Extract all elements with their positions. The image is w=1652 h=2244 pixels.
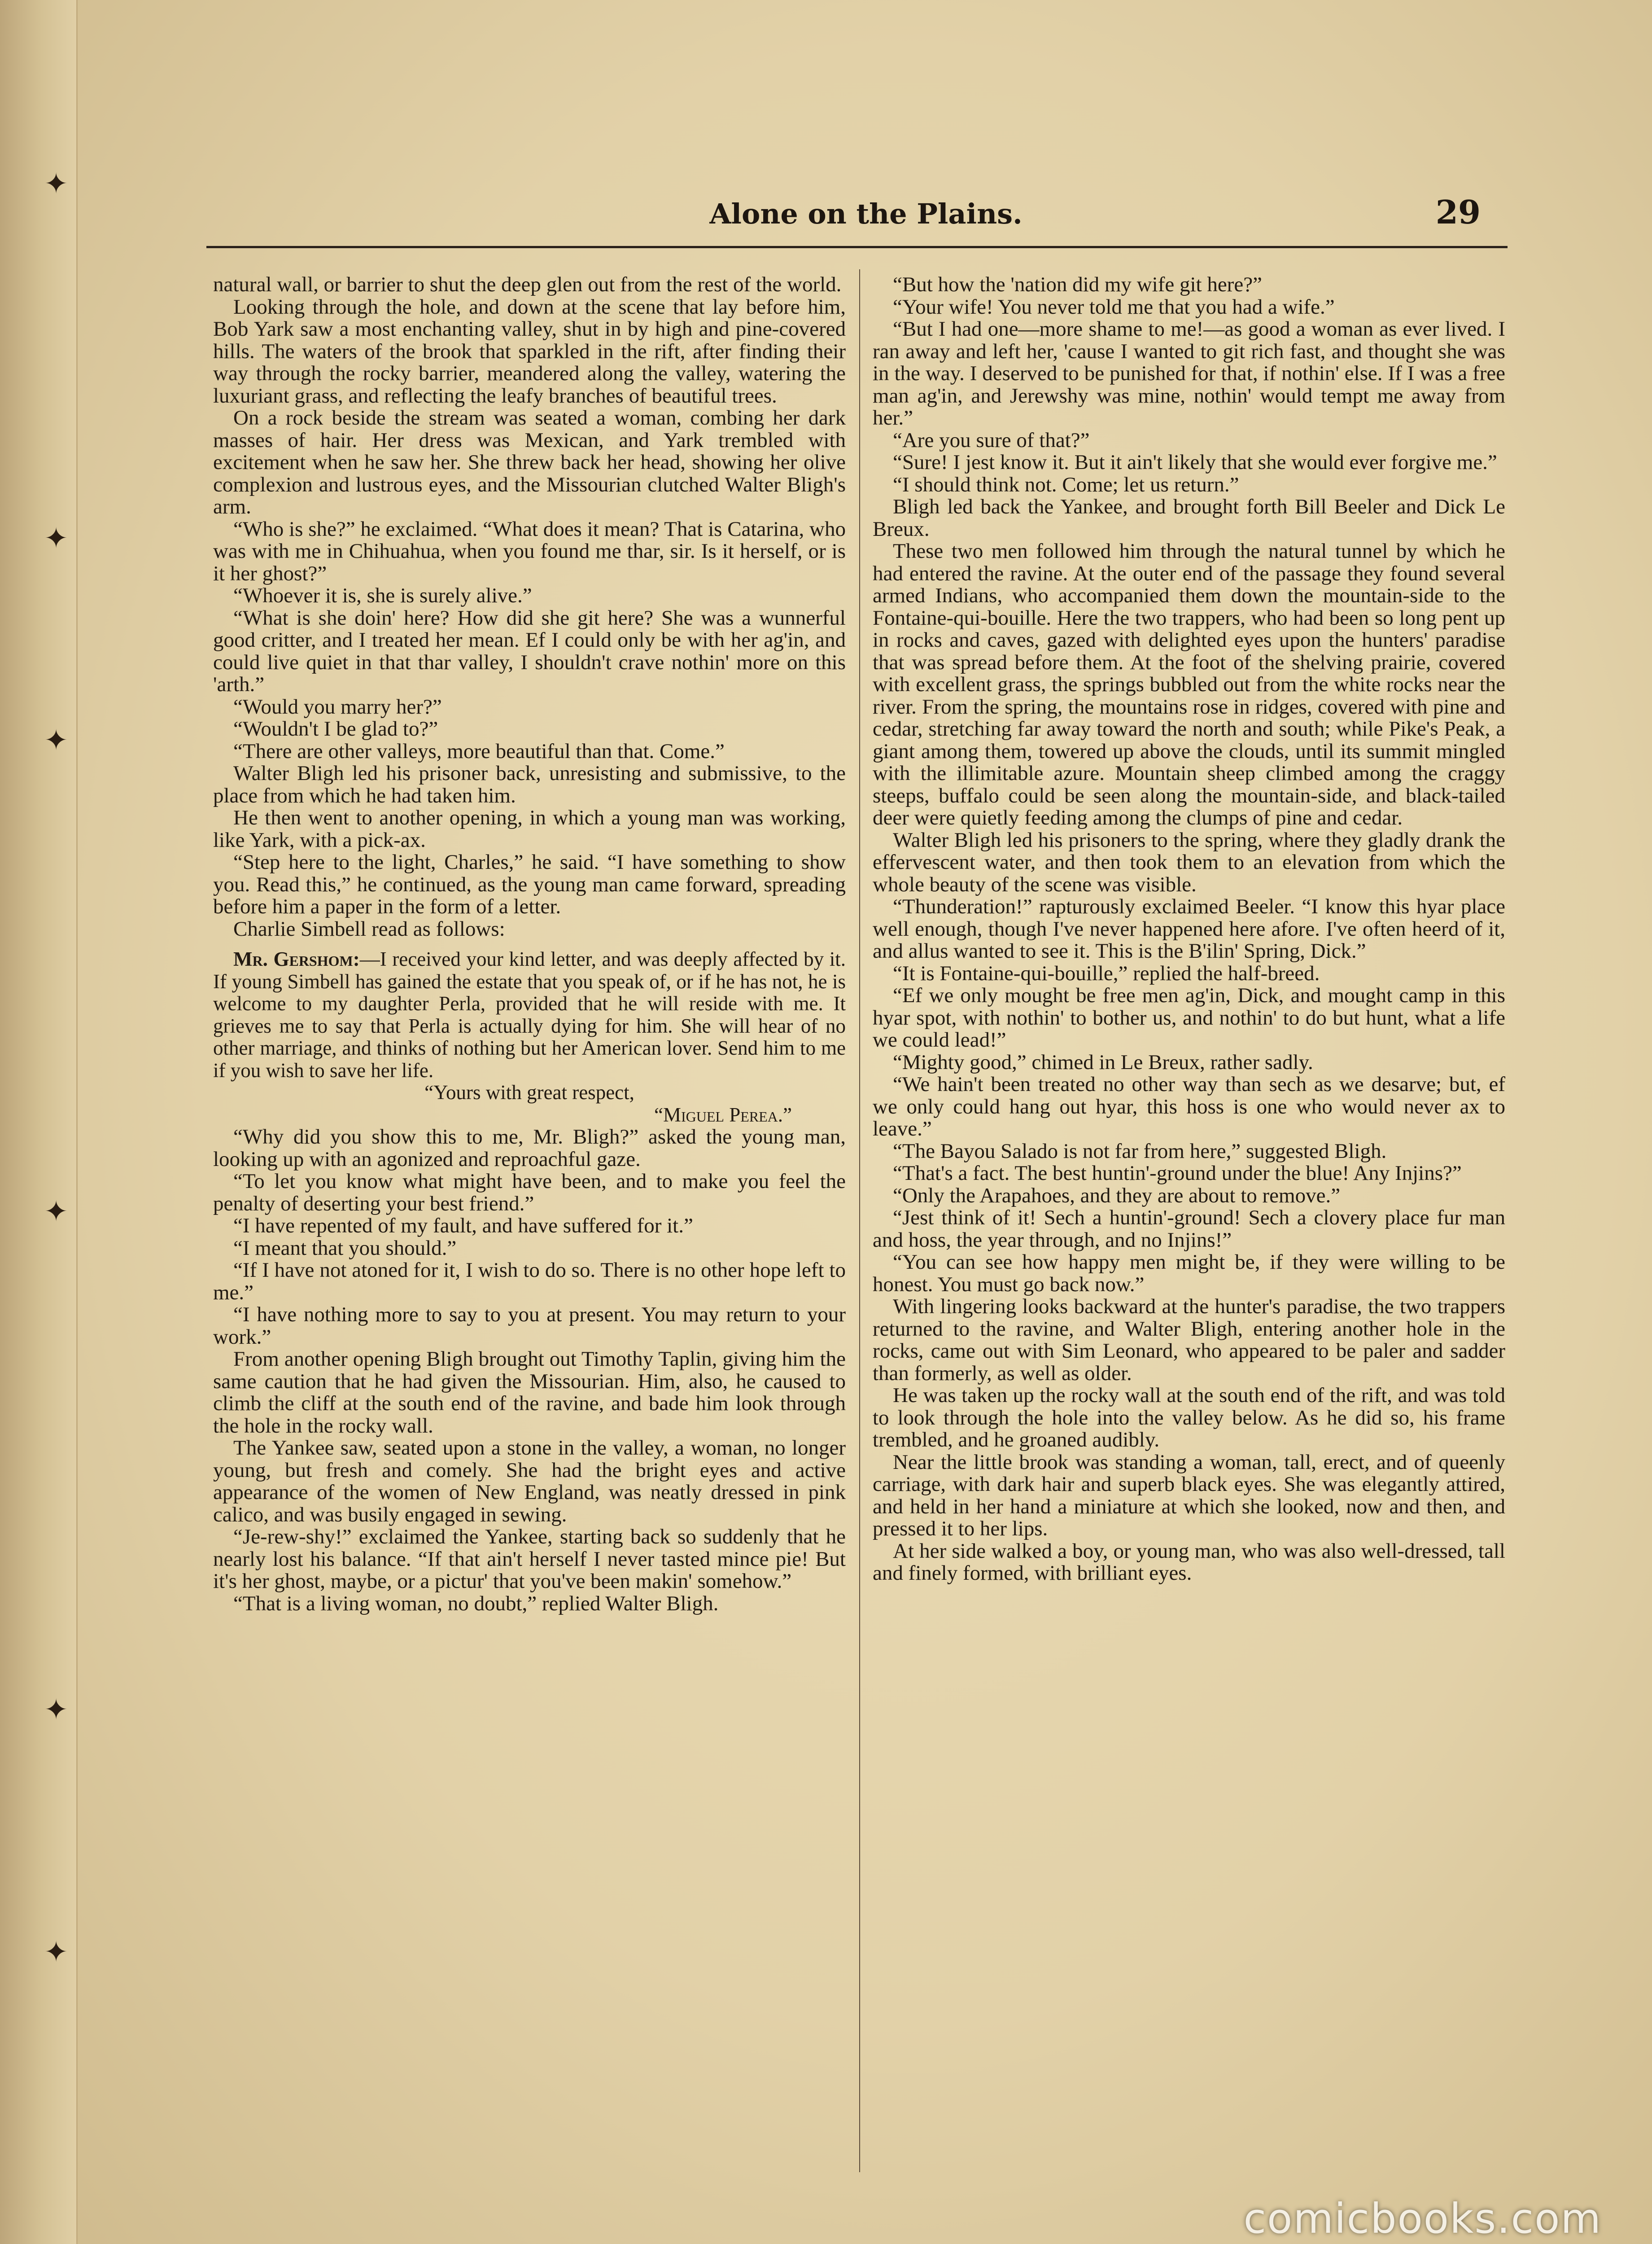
paragraph: The Yankee saw, seated upon a stone in the valley, a woman, no longer young, but fresh and comely. She had the bright eyes and active appearance of the women of New England, was neatly dressed in pink calico, and was busily engaged in sewing. — [213, 1436, 846, 1526]
paragraph: “Are you sure of that?” — [893, 428, 1090, 452]
right-column — [873, 274, 1505, 1585]
paragraph: Looking through the hole, and down at the scene that lay before him, Bob Yark saw a most enchanting valley, shut in by high and pine-covered hills. The waters of the brook that sparkled in the rift, after finding their way through the rocky barrier, meandered along the valley, watering the luxuriant grass, and reflecting the leafy branches of beautiful trees. — [213, 295, 846, 408]
paragraph: “Who is she?” he exclaimed. “What does it mean? That is Catarina, who was with me in Chihuahua, when you found me thar, sir. Is it herself, or is it her ghost?” — [213, 517, 846, 585]
binding-stitch: ✦ — [44, 1195, 68, 1228]
paragraph: These two men followed him through the natural tunnel by which he had entered the ravine. At the outer end of the passage they found several armed Indians, who accompanied them down the mountain-side to the Fontaine-qui-bouille. Here the two trappers, who had been so long pent up in rocks and caves, gazed with delighted eyes upon the hunters' paradise that was spread before them. At the foot of the shelving prairie, covered with excellent grass, the springs bubbled out from the white rocks near the river. From the spring, the mountains rose in ridges, covered with pine and cedar, stretching far away toward the north and south; while Pike's Peak, a giant among them, towered up above the clouds, until its summit mingled with the illimitable azure. Mountain sheep climbed among the craggy steeps, buffalo could be seen along the mountain-side, and black-tailed deer were quietly feeding among the clumps of pine and cedar. — [873, 539, 1505, 829]
paragraph: “I should think not. Come; let us return.” — [893, 473, 1239, 496]
paragraph: “Step here to the light, Charles,” he said. “I have something to show you. Read this,” he continued, as the young man came forward, spreading before him a paper in the form of a letter. — [213, 850, 846, 918]
paragraph: “But how the 'nation did my wife git here?” — [893, 273, 1262, 296]
site-watermark: comicbooks.com — [1243, 2195, 1602, 2243]
paragraph: “I have nothing more to say to you at present. You may return to your work.” — [213, 1303, 846, 1349]
book-spine — [0, 0, 78, 2244]
paragraph: “Your wife! You never told me that you had a wife.” — [893, 295, 1335, 319]
letter-closing: “Yours with great respect, — [424, 1081, 634, 1104]
paragraph: Charlie Simbell read as follows: — [233, 917, 505, 941]
paragraph: “But I had one—more shame to me!—as good a woman as ever lived. I ran away and left her, 'cause I wanted to git rich fast, and thought she was in the way. I deserved to be punished for that, if nothin' else. If I was a free man ag'in, and Jerewshy was mine, nothin' would tempt me away from her.” — [873, 317, 1505, 430]
paragraph: “That's a fact. The best huntin'-ground under the blue! Any Injins?” — [893, 1161, 1462, 1185]
paragraph: On a rock beside the stream was seated a woman, combing her dark masses of hair. Her dress was Mexican, and Yark trembled with excitement when he saw her. She threw back her head, showing her olive complexion and lustrous eyes, and the Missourian clutched Walter Bligh's arm. — [213, 406, 846, 518]
paragraph: Walter Bligh led his prisoners to the spring, where they gladly drank the effervescent water, and then took them to an elevation from which the whole beauty of the scene was visible. — [873, 828, 1505, 896]
binding-stitch: ✦ — [44, 1936, 68, 1969]
paragraph: “To let you know what might have been, and to make you feel the penalty of deserting your best friend.” — [213, 1170, 846, 1215]
binding-stitch: ✦ — [44, 724, 68, 757]
paragraph: “We hain't been treated no other way than sech as we desarve; but, ef we only could hang out hyar, this hoss is one who would never ax to leave.” — [873, 1073, 1505, 1140]
paragraph: “Jest think of it! Sech a huntin'-ground! Sech a clovery place fur man and hoss, the year through, and no Injins!” — [873, 1206, 1505, 1252]
letter-salutation: Mr. Gershom: — [233, 948, 360, 970]
paragraph: “That is a living woman, no doubt,” replied Walter Bligh. — [233, 1591, 719, 1615]
left-column — [213, 274, 846, 1615]
paragraph: He then went to another opening, in which a young man was working, like Yark, with a pick-ax. — [213, 806, 846, 852]
binding-stitch: ✦ — [44, 1693, 68, 1727]
paragraph: “The Bayou Salado is not far from here,” suggested Bligh. — [893, 1139, 1387, 1163]
paragraph: From another opening Bligh brought out Timothy Taplin, giving him the same caution that he had given the Missourian. Him, also, he caused to climb the cliff at the south end of the ravine, and bade him look through the hole in the rocky wall. — [213, 1347, 846, 1438]
paragraph: “Je-rew-shy!” exclaimed the Yankee, starting back so suddenly that he nearly lost his balance. “If that ain't herself I never tasted mince pie! But it's her ghost, maybe, or a pictur' that you've been makin' somehow.” — [213, 1525, 846, 1593]
paragraph: Near the little brook was standing a woman, tall, erect, and of queenly carriage, with dark hair and superb black eyes. She was elegantly attired, and held in her hand a miniature at which she looked, now and then, and pressed it to her lips. — [873, 1450, 1505, 1540]
paragraph: “It is Fontaine-qui-bouille,” replied the half-breed. — [893, 961, 1320, 985]
running-head-title: Alone on the Plains. — [709, 197, 1023, 230]
paragraph: “Why did you show this to me, Mr. Bligh?” asked the young man, looking up with an agonized and reproachful gaze. — [213, 1125, 846, 1171]
paragraph: natural wall, or barrier to shut the deep glen out from the rest of the world. — [213, 273, 842, 296]
binding-stitch: ✦ — [44, 522, 68, 555]
paragraph: “Sure! I jest know it. But it ain't likely that she would ever forgive me.” — [893, 451, 1497, 474]
letter-text: —I received your kind letter, and was deeply affected by it. If young Simbell has gained the estate that you speak of, or if he has not, he is welcome to my daughter Perla, provided that he will reside with me. It grieves me to say that Perla is actually dying for him. She will hear of no other marriage, and thinks of nothing but her American lover. Send him to me if you wish to save her life. — [213, 948, 846, 1082]
paragraph: “I have repented of my fault, and have suffered for it.” — [233, 1214, 693, 1237]
page-number: 29 — [1435, 193, 1481, 231]
paragraph: “You can see how happy men might be, if they were willing to be honest. You must go back now.” — [873, 1250, 1505, 1296]
paragraph: “Would you marry her?” — [233, 695, 442, 719]
column-divider — [859, 269, 860, 2172]
header-rule — [206, 246, 1508, 248]
paragraph: “Thunderation!” rapturously exclaimed Beeler. “I know this hyar place well enough, though I've never happened here afore. I've often heerd of it, and allus wanted to see it. This is the B'ilin' Spring, Dick.” — [873, 895, 1505, 963]
paragraph: Walter Bligh led his prisoner back, unresisting and submissive, to the place from which he had taken him. — [213, 762, 846, 807]
paragraph: Bligh led back the Yankee, and brought forth Bill Beeler and Dick Le Breux. — [873, 495, 1505, 541]
letter-body — [213, 948, 846, 1082]
letter-signature: “Miguel Perea.” — [654, 1103, 792, 1126]
paragraph: “Only the Arapahoes, and they are about to remove.” — [893, 1183, 1341, 1207]
paragraph: “Whoever it is, she is surely alive.” — [233, 584, 532, 607]
paragraph: “Mighty good,” chimed in Le Breux, rather sadly. — [893, 1050, 1313, 1074]
paragraph: “Wouldn't I be glad to?” — [233, 717, 438, 741]
paragraph: “What is she doin' here? How did she git here? She was a wunnerful good critter, and I treated her mean. Ef I could only be with her ag'in, and could live quiet in that thar valley, I shouldn't crave nothin' more on this 'arth.” — [213, 606, 846, 696]
paragraph: With lingering looks backward at the hunter's paradise, the two trappers returned to the ravine, and Walter Bligh, entering another hole in the rocks, came out with Sim Leonard, who appeared to be paler and sadder than formerly, as well as older. — [873, 1295, 1505, 1385]
paragraph: “There are other valleys, more beautiful than that. Come.” — [233, 739, 725, 763]
paragraph: “Ef we only mought be free men ag'in, Dick, and mought camp in this hyar spot, with nothin' to bother us, and nothin' to do but hunt, what a life we could lead!” — [873, 984, 1505, 1052]
binding-stitch: ✦ — [44, 167, 68, 201]
quoted-letter — [213, 948, 846, 1126]
paragraph: At her side walked a boy, or young man, who was also well-dressed, tall and finely formed, with brilliant eyes. — [873, 1539, 1505, 1585]
paragraph: “If I have not atoned for it, I wish to do so. There is no other hope left to me.” — [213, 1258, 846, 1304]
paragraph: He was taken up the rocky wall at the south end of the rift, and was told to look through the hole into the valley below. As he did so, his frame trembled, and he groaned audibly. — [873, 1384, 1505, 1451]
paragraph: “I meant that you should.” — [233, 1236, 457, 1260]
